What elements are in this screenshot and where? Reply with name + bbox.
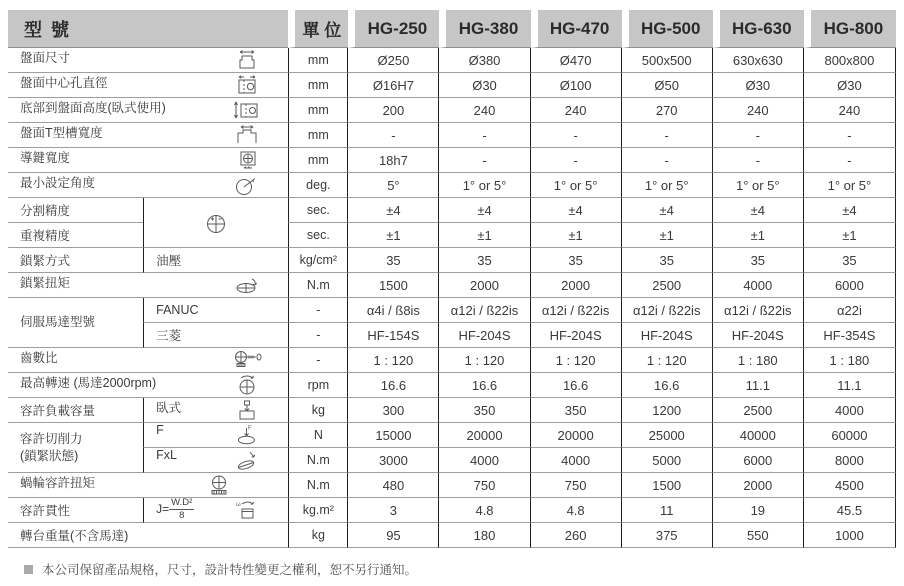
value-cell: 1 : 180 bbox=[713, 348, 804, 373]
value-cell: 16.6 bbox=[439, 373, 530, 398]
value-cell: 45.5 bbox=[804, 498, 896, 523]
unit-cell: kg bbox=[288, 398, 348, 423]
value-cell: 1 : 120 bbox=[531, 348, 622, 373]
min-angle-icon bbox=[230, 173, 264, 197]
unit-cell: mm bbox=[288, 73, 348, 98]
unit-cell: deg. bbox=[288, 173, 348, 198]
value-cell: HF-204S bbox=[531, 323, 622, 348]
value-cell: ±1 bbox=[439, 223, 530, 248]
value-cell: 240 bbox=[439, 98, 530, 123]
value-cell: ±1 bbox=[622, 223, 713, 248]
row-label: 鎖緊扭矩 bbox=[8, 273, 288, 298]
value-cell: α12i / ß22is bbox=[531, 298, 622, 323]
value-cell: 4000 bbox=[439, 448, 530, 473]
value-cell: ±4 bbox=[622, 198, 713, 223]
footnote bbox=[24, 560, 904, 578]
value-cell: 270 bbox=[622, 98, 713, 123]
value-cell: 11 bbox=[622, 498, 713, 523]
unit-cell: N bbox=[288, 423, 348, 448]
value-cell: 500x500 bbox=[622, 48, 713, 73]
unit-cell: - bbox=[288, 323, 348, 348]
value-cell: 19 bbox=[713, 498, 804, 523]
unit-cell: kg bbox=[288, 523, 348, 548]
row-sublabel: 臥式 bbox=[143, 398, 288, 423]
value-cell: 375 bbox=[622, 523, 713, 548]
value-cell: Ø250 bbox=[348, 48, 439, 73]
table-row bbox=[8, 523, 896, 548]
value-cell: Ø16H7 bbox=[348, 73, 439, 98]
unit-cell: mm bbox=[288, 48, 348, 73]
row-label: 鎖緊方式 bbox=[8, 248, 143, 273]
unit-cell: N.m bbox=[288, 448, 348, 473]
value-cell: 35 bbox=[348, 248, 439, 273]
value-cell: 11.1 bbox=[804, 373, 896, 398]
table-row bbox=[8, 298, 896, 323]
value-cell: α12i / ß22is bbox=[439, 298, 530, 323]
column-header-hg630: HG-630 bbox=[713, 10, 804, 48]
guide-key-icon bbox=[230, 148, 264, 172]
row-label: 伺服馬達型號 bbox=[8, 298, 143, 348]
plate-size-icon bbox=[230, 48, 264, 72]
square-bullet-icon bbox=[24, 565, 33, 574]
unit-cell: mm bbox=[288, 148, 348, 173]
value-cell: 4000 bbox=[531, 448, 622, 473]
value-cell: 3000 bbox=[348, 448, 439, 473]
value-cell: 4000 bbox=[713, 273, 804, 298]
value-cell: 11.1 bbox=[713, 373, 804, 398]
row-label: 容許切削力 (鎖緊狀態) bbox=[8, 423, 143, 473]
row-label: 底部到盤面高度(臥式使用) bbox=[8, 98, 288, 123]
value-cell: 95 bbox=[348, 523, 439, 548]
value-cell: 2500 bbox=[713, 398, 804, 423]
value-cell: 1200 bbox=[622, 398, 713, 423]
value-cell: 2000 bbox=[531, 273, 622, 298]
value-cell: HF-154S bbox=[348, 323, 439, 348]
clamp-torque-icon bbox=[230, 273, 264, 297]
value-cell: 3 bbox=[348, 498, 439, 523]
value-cell: 350 bbox=[439, 398, 530, 423]
value-cell: - bbox=[348, 123, 439, 148]
table-row bbox=[8, 273, 896, 298]
unit-cell: N.m bbox=[288, 273, 348, 298]
row-sublabel: FANUC bbox=[143, 298, 288, 323]
value-cell: - bbox=[713, 123, 804, 148]
value-cell: 240 bbox=[804, 98, 896, 123]
value-cell: 1° or 5° bbox=[804, 173, 896, 198]
row-label: 最高轉速 (馬達2000rpm) bbox=[8, 373, 288, 398]
row-sublabel: 油壓 bbox=[143, 248, 288, 273]
value-cell: 480 bbox=[348, 473, 439, 498]
value-cell: 5000 bbox=[622, 448, 713, 473]
value-cell: ±4 bbox=[531, 198, 622, 223]
unit-cell: sec. bbox=[288, 223, 348, 248]
base-height-icon bbox=[230, 98, 264, 122]
center-bore-icon bbox=[230, 73, 264, 97]
row-label: 蝸輪容許扭矩 bbox=[8, 473, 288, 498]
value-cell: - bbox=[439, 148, 530, 173]
value-cell: α12i / ß22is bbox=[622, 298, 713, 323]
value-cell: 750 bbox=[439, 473, 530, 498]
column-header-hg250: HG-250 bbox=[348, 10, 439, 48]
value-cell: ±4 bbox=[348, 198, 439, 223]
value-cell: 4500 bbox=[804, 473, 896, 498]
value-cell: 16.6 bbox=[531, 373, 622, 398]
value-cell: 4.8 bbox=[439, 498, 530, 523]
row-label: 容許貫性 bbox=[8, 498, 143, 523]
row-label: 齒數比 bbox=[8, 348, 288, 373]
value-cell: 6000 bbox=[804, 273, 896, 298]
max-speed-icon bbox=[230, 373, 264, 397]
spec-table bbox=[8, 10, 896, 548]
value-cell: 240 bbox=[531, 98, 622, 123]
value-cell: 260 bbox=[531, 523, 622, 548]
value-cell: HF-204S bbox=[713, 323, 804, 348]
value-cell: ±4 bbox=[439, 198, 530, 223]
row-label: 容許負載容量 bbox=[8, 398, 143, 423]
value-cell: 2500 bbox=[622, 273, 713, 298]
value-cell: ±1 bbox=[713, 223, 804, 248]
value-cell: 15000 bbox=[348, 423, 439, 448]
table-row bbox=[8, 48, 896, 73]
value-cell: - bbox=[804, 148, 896, 173]
column-header-hg380: HG-380 bbox=[439, 10, 530, 48]
value-cell: 300 bbox=[348, 398, 439, 423]
row-label: 分割精度 bbox=[8, 198, 143, 223]
value-cell: α22i bbox=[804, 298, 896, 323]
value-cell: - bbox=[531, 123, 622, 148]
table-row bbox=[8, 98, 896, 123]
row-label: 盤面T型槽寬度 bbox=[8, 123, 288, 148]
row-label: 最小設定角度 bbox=[8, 173, 288, 198]
value-cell: 1 : 120 bbox=[622, 348, 713, 373]
value-cell: 60000 bbox=[804, 423, 896, 448]
table-row bbox=[8, 148, 896, 173]
unit-cell: mm bbox=[288, 123, 348, 148]
svg-text:ω: ω bbox=[236, 502, 241, 508]
value-cell: 800x800 bbox=[804, 48, 896, 73]
value-cell: 35 bbox=[804, 248, 896, 273]
value-cell: 2000 bbox=[439, 273, 530, 298]
value-cell: 35 bbox=[531, 248, 622, 273]
value-cell: 35 bbox=[439, 248, 530, 273]
value-cell: HF-354S bbox=[804, 323, 896, 348]
value-cell: 4000 bbox=[804, 398, 896, 423]
unit-cell: kg/cm² bbox=[288, 248, 348, 273]
value-cell: 18h7 bbox=[348, 148, 439, 173]
unit-cell: sec. bbox=[288, 198, 348, 223]
table-row bbox=[8, 348, 896, 373]
row-label: 重複精度 bbox=[8, 223, 143, 248]
value-cell: 1° or 5° bbox=[439, 173, 530, 198]
column-header-hg800: HG-800 bbox=[804, 10, 896, 48]
value-cell: α4i / ß8is bbox=[348, 298, 439, 323]
value-cell: 1° or 5° bbox=[622, 173, 713, 198]
value-cell: 630x630 bbox=[713, 48, 804, 73]
svg-text:F: F bbox=[248, 425, 252, 432]
row-sublabel: 三菱 bbox=[143, 323, 288, 348]
row-sublabel bbox=[143, 498, 288, 523]
value-cell: 1 : 120 bbox=[348, 348, 439, 373]
value-cell: 4.8 bbox=[531, 498, 622, 523]
value-cell: - bbox=[713, 148, 804, 173]
value-cell: 240 bbox=[713, 98, 804, 123]
value-cell: ±1 bbox=[348, 223, 439, 248]
value-cell: 1° or 5° bbox=[531, 173, 622, 198]
fxl-torque-icon bbox=[230, 448, 264, 472]
footnote-text: 本公司保留產品規格，尺寸，設計特性變更之權利，恕不另行通知。 bbox=[42, 563, 418, 577]
inertia-icon bbox=[230, 498, 264, 522]
row-icon-cell bbox=[143, 198, 288, 248]
value-cell: ±1 bbox=[804, 223, 896, 248]
value-cell: 8000 bbox=[804, 448, 896, 473]
value-cell: 1500 bbox=[348, 273, 439, 298]
row-sublabel: F F bbox=[143, 423, 288, 448]
cutting-force-icon bbox=[230, 423, 264, 447]
value-cell: - bbox=[439, 123, 530, 148]
table-row bbox=[8, 123, 896, 148]
row-sublabel: FxL bbox=[143, 448, 288, 473]
value-cell: 1 : 180 bbox=[804, 348, 896, 373]
unit-cell: N.m bbox=[288, 473, 348, 498]
unit-cell: - bbox=[288, 348, 348, 373]
value-cell: ±4 bbox=[804, 198, 896, 223]
row-label: 盤面尺寸 bbox=[8, 48, 288, 73]
unit-cell: mm bbox=[288, 98, 348, 123]
t-slot-icon bbox=[230, 123, 264, 147]
value-cell: 25000 bbox=[622, 423, 713, 448]
accuracy-icon bbox=[199, 211, 233, 235]
value-cell: 6000 bbox=[713, 448, 804, 473]
column-header-unit: 單 位 bbox=[288, 10, 348, 48]
value-cell: 180 bbox=[439, 523, 530, 548]
value-cell: Ø30 bbox=[439, 73, 530, 98]
value-cell: 5° bbox=[348, 173, 439, 198]
table-row bbox=[8, 173, 896, 198]
value-cell: - bbox=[622, 123, 713, 148]
value-cell: HF-204S bbox=[439, 323, 530, 348]
table-row bbox=[8, 498, 896, 523]
unit-cell: rpm bbox=[288, 373, 348, 398]
value-cell: 16.6 bbox=[348, 373, 439, 398]
row-label: 轉台重量(不含馬達) bbox=[8, 523, 288, 548]
value-cell: 1500 bbox=[622, 473, 713, 498]
table-row bbox=[8, 473, 896, 498]
value-cell: Ø30 bbox=[713, 73, 804, 98]
table-row bbox=[8, 423, 896, 448]
load-capacity-icon bbox=[230, 398, 264, 422]
value-cell: 40000 bbox=[713, 423, 804, 448]
table-row bbox=[8, 248, 896, 273]
value-cell: 35 bbox=[622, 248, 713, 273]
value-cell: 16.6 bbox=[622, 373, 713, 398]
value-cell: HF-204S bbox=[622, 323, 713, 348]
value-cell: - bbox=[531, 148, 622, 173]
value-cell: 1 : 120 bbox=[439, 348, 530, 373]
value-cell: Ø380 bbox=[439, 48, 530, 73]
value-cell: ±1 bbox=[531, 223, 622, 248]
column-header-hg500: HG-500 bbox=[622, 10, 713, 48]
unit-cell: - bbox=[288, 298, 348, 323]
value-cell: 1° or 5° bbox=[713, 173, 804, 198]
value-cell: α12i / ß22is bbox=[713, 298, 804, 323]
table-row bbox=[8, 373, 896, 398]
column-header-model: 型 號 bbox=[8, 10, 288, 48]
row-label: 導鍵寬度 bbox=[8, 148, 288, 173]
header-row bbox=[8, 10, 896, 48]
value-cell: 350 bbox=[531, 398, 622, 423]
value-cell: 200 bbox=[348, 98, 439, 123]
inertia-formula: J= $\frac{\text{W.D²}}{8}$ bbox=[156, 498, 193, 521]
value-cell: Ø50 bbox=[622, 73, 713, 98]
value-cell: - bbox=[804, 123, 896, 148]
value-cell: Ø30 bbox=[804, 73, 896, 98]
table-row bbox=[8, 198, 896, 223]
value-cell: - bbox=[622, 148, 713, 173]
worm-torque-icon bbox=[202, 473, 236, 497]
value-cell: 20000 bbox=[531, 423, 622, 448]
table-row bbox=[8, 223, 896, 248]
value-cell: 750 bbox=[531, 473, 622, 498]
value-cell: 550 bbox=[713, 523, 804, 548]
value-cell: Ø470 bbox=[531, 48, 622, 73]
table-row bbox=[8, 73, 896, 98]
value-cell: 35 bbox=[713, 248, 804, 273]
value-cell: 1000 bbox=[804, 523, 896, 548]
value-cell: 2000 bbox=[713, 473, 804, 498]
value-cell: 20000 bbox=[439, 423, 530, 448]
column-header-hg470: HG-470 bbox=[531, 10, 622, 48]
value-cell: Ø100 bbox=[531, 73, 622, 98]
value-cell: ±4 bbox=[713, 198, 804, 223]
gear-ratio-icon bbox=[230, 348, 264, 372]
row-label: 盤面中心孔直徑 bbox=[8, 73, 288, 98]
table-row bbox=[8, 398, 896, 423]
unit-cell: kg.m² bbox=[288, 498, 348, 523]
